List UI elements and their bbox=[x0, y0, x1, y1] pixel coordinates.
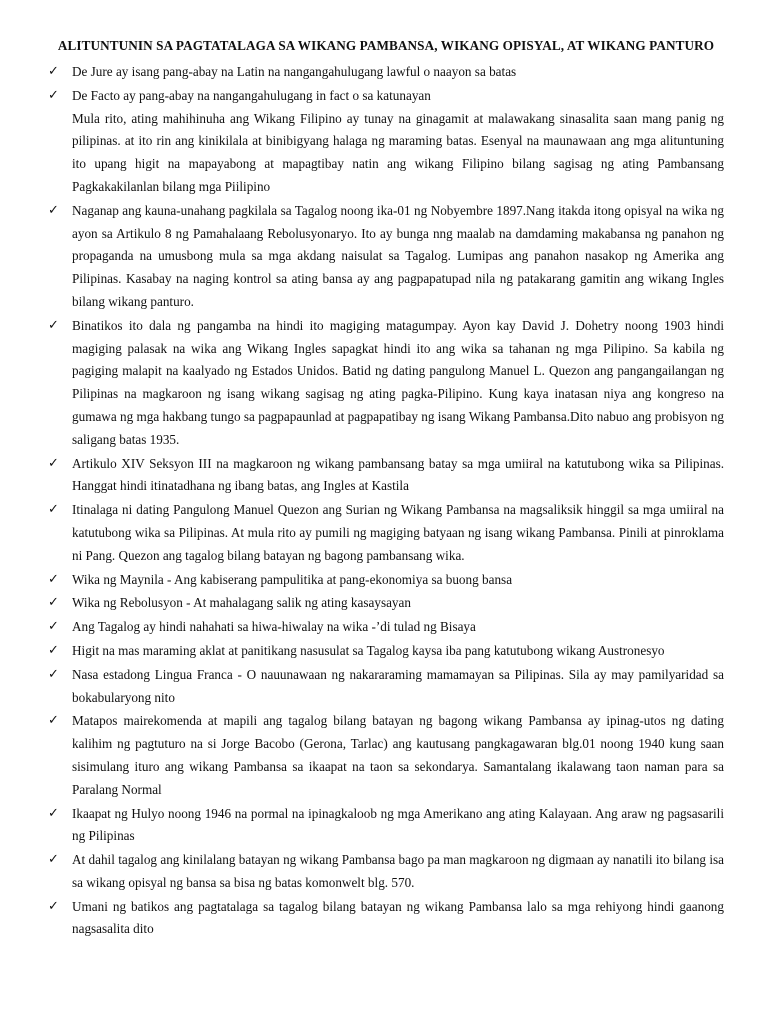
list-item bbox=[48, 592, 724, 615]
list-item bbox=[48, 803, 724, 849]
list-item-text: Binatikos ito dala ng pangamba na hindi ito magiging matagumpay. Ayon kay David J. Dohetry noong 1903 hindi magiging palasak na wika ang Wikang Ingles sapagkat hindi ito ang wika sa tahanan ng mga Pilipino. Sa kabila ng pagiging malapit na kaalyado ng Estados Unidos. Batid ng dating pangulong Manuel L. Quezon ang pangangailangan ng Pilipinas na magkaroon ng isang wikang sagisag ng ating pagka-Pilipino. Kung kaya inatasan niya ang kongreso na gumawa ng mga hakbang tungo sa pagpapaunlad at pagpapatibay ng isang Wikang Pambansa.Dito nabuo ang probisyon ng saligang batas 1935. bbox=[72, 317, 724, 447]
checkmark-icon: ✓ bbox=[48, 571, 59, 587]
list-item bbox=[48, 616, 724, 639]
checkmark-icon: ✓ bbox=[48, 666, 59, 682]
list-item-continuation: Mula rito, ating mahihinuha ang Wikang Filipino ay tunay na ginagamit at malawakang sinasalita saan mang panig ng pilipinas. at ito rin ang kinikilala at binibigyang halaga ng maraming batas. Esenyal na maunawaan ang mga alituntuning ito upang higit na mapayabong at mapagtibay natin ang wikang Filipino bilang sagisag ng ating Pambansang Pagkakakilanlan bilang mga Piilipino bbox=[72, 110, 724, 194]
list-item bbox=[48, 499, 724, 567]
bullet-list bbox=[48, 61, 724, 941]
list-item-text: Ikaapat ng Hulyo noong 1946 na pormal na ipinagkaloob ng mga Amerikano ang ating Kalayaan. Ang araw ng pagsasarili ng Pilipinas bbox=[72, 805, 724, 844]
list-item-text: Artikulo XIV Seksyon III na magkaroon ng wikang pambansang batay sa mga umiiral na katutubong wika sa Pilipinas. Hanggat hindi itinatadhana ng ibang batas, ang Ingles at Kastila bbox=[72, 455, 724, 494]
list-item-text: Matapos mairekomenda at mapili ang tagalog bilang batayan ng bagong wikang Pambansa ay ipinag-utos ng dating kalihim ng pagtuturo na si Jorge Bacobo (Gerona, Tarlac) ang kautusang pangkagawaran blg.01 noong 1940 kung saan sisimulang ituro ang wikang Pambansa sa ikaapat na taon sa sekondarya. Samantalang ikalawang taon naman para sa Paralang Normal bbox=[72, 713, 724, 797]
checkmark-icon: ✓ bbox=[48, 713, 59, 729]
checkmark-icon: ✓ bbox=[48, 502, 59, 518]
list-item-text: Wika ng Rebolusyon - At mahalagang salik ng ating kasaysayan bbox=[72, 595, 411, 611]
list-item-text: Wika ng Maynila - Ang kabiserang pampulitika at pang-ekonomiya sa buong bansa bbox=[72, 571, 513, 587]
checkmark-icon: ✓ bbox=[48, 202, 59, 218]
checkmark-icon: ✓ bbox=[48, 64, 59, 79]
list-item-text: At dahil tagalog ang kinilalang batayan ng wikang Pambansa bago pa man magkaroon ng digmaan ay nanatili ito bilang isa sa wikang opisyal ng bansa sa bisa ng batas komonwelt blg. 570. bbox=[72, 852, 724, 890]
checkmark-icon: ✓ bbox=[48, 87, 59, 103]
list-item bbox=[48, 453, 724, 499]
checkmark-icon: ✓ bbox=[48, 595, 59, 611]
list-item bbox=[48, 640, 724, 663]
list-item bbox=[48, 849, 724, 895]
list-item-text: Itinalaga ni dating Pangulong Manuel Quezon ang Surian ng Wikang Pambansa na magsaliksik hinggil sa mga umiiral na katutubong wika sa Pilipinas. At mula rito ay pumili ng magiging batyaan ng isang wikang Pambansa. Pinili at pinroklama ni Pang. Quezon ang tagalog bilang batayan ng bagong pambansang wika. bbox=[72, 502, 724, 563]
list-item-text: Ang Tagalog ay hindi nahahati sa hiwa-hiwalay na wika -’di tulad ng Bisaya bbox=[72, 619, 476, 635]
list-item bbox=[48, 315, 724, 452]
list-item-text: Higit na mas maraming aklat at panitikang nasusulat sa Tagalog kaysa iba pang katutubong wikang Austronesyo bbox=[72, 642, 665, 658]
list-item bbox=[48, 200, 724, 314]
checkmark-icon: ✓ bbox=[48, 642, 59, 658]
list-item-text: De Jure ay isang pang-abay na Latin na nangangahulugang lawful o naayon sa batas bbox=[72, 64, 517, 79]
checkmark-icon: ✓ bbox=[48, 898, 59, 914]
list-item-text: De Facto ay pang-abay na nangangahulugang in fact o sa katunayan bbox=[72, 87, 431, 103]
checkmark-icon: ✓ bbox=[48, 805, 59, 821]
list-item bbox=[48, 710, 724, 801]
list-item bbox=[48, 896, 724, 942]
checkmark-icon: ✓ bbox=[48, 619, 59, 635]
list-item bbox=[48, 569, 724, 592]
checkmark-icon: ✓ bbox=[48, 317, 59, 333]
checkmark-icon: ✓ bbox=[48, 852, 59, 868]
list-item-text: Umani ng batikos ang pagtatalaga sa tagalog bilang batayan ng wikang Pambansa lalo sa mga rehiyong hindi gaanong nagsasalita dito bbox=[72, 898, 724, 937]
document-title: ALITUNTUNIN SA PAGTATALAGA SA WIKANG PAMBANSA, WIKANG OPISYAL, AT WIKANG PANTURO bbox=[57, 38, 715, 53]
list-item bbox=[48, 85, 724, 199]
list-item bbox=[48, 664, 724, 710]
checkmark-icon: ✓ bbox=[48, 455, 59, 471]
list-item bbox=[48, 61, 724, 84]
list-item-text: Naganap ang kauna-unahang pagkilala sa Tagalog noong ika-01 ng Nobyembre 1897.Nang itakda itong opisyal na wika ng ayon sa Artikulo 8 ng Pamahalaang Rebolusyonaryo. Ito ay bunga nng maalab na damdaming makabansa ng panahon ng propaganda na umusbong mula sa mga akdang naisulat sa Tagalog. Lumipas ang panahon nasakop ng Amerika ang Pilipinas. Kasabay na naging kontrol sa ating bansa ay ang pagpapatupad nila ng patakarang gamitin ang wikang Ingles bilang wikang panturo. bbox=[72, 202, 724, 309]
list-item-text: Nasa estadong Lingua Franca - O nauunawaan ng nakararaming mamamayan sa Pilipinas. Sila ay may pamilyaridad sa bokabularyong nito bbox=[72, 666, 724, 705]
